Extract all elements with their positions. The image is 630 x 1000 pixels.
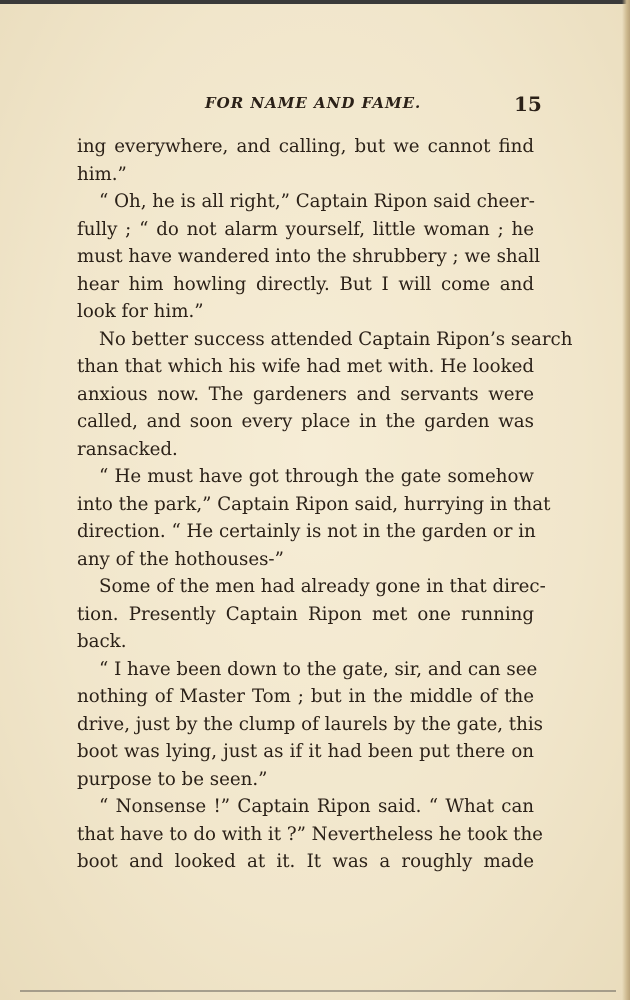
text-line: “ He must have got through the gate somehow xyxy=(99,466,534,487)
text-line: him.” xyxy=(77,163,127,185)
page-top-edge xyxy=(0,0,630,4)
bottom-rule xyxy=(20,990,616,992)
text-line: purpose to be seen.” xyxy=(77,768,268,790)
text-line: Some of the men had already gone in that direc- xyxy=(99,576,546,597)
text-line: boot and looked at it. It was a roughly made xyxy=(77,851,534,872)
page-right-edge xyxy=(622,0,630,1000)
text-line: No better success attended Captain Ripon’s search xyxy=(99,328,573,350)
text-line: ing everywhere, and calling, but we cannot find xyxy=(77,136,534,157)
text-line: into the park,” Captain Ripon said, hurrying in that xyxy=(77,493,551,515)
text-line: “ Oh, he is all right,” Captain Ripon said cheer- xyxy=(99,191,535,212)
text-line: hear him howling directly. But I will come and xyxy=(77,273,534,295)
text-line: must have wandered into the shrubbery ; we shall xyxy=(77,246,541,267)
text-line: ransacked. xyxy=(77,438,178,460)
text-line: called, and soon every place in the garden was xyxy=(77,411,534,432)
body-text xyxy=(77,133,573,876)
page-number: 15 xyxy=(514,92,542,116)
text-line: anxious now. The gardeners and servants were xyxy=(77,383,534,405)
text-line: fully ; “ do not alarm yourself, little woman ; he xyxy=(77,218,534,240)
text-line: look for him.” xyxy=(77,301,204,322)
page-header xyxy=(0,88,630,118)
text-line: tion. Presently Captain Ripon met one running xyxy=(77,603,534,625)
text-line: boot was lying, just as if it had been put there on xyxy=(77,741,534,762)
text-line: than that which his wife had met with. He looked xyxy=(77,356,534,377)
text-line: “ Nonsense !” Captain Ripon said. “ What can xyxy=(99,796,534,817)
running-title: FOR NAME AND FAME. xyxy=(205,94,422,112)
text-line: any of the hothouses-” xyxy=(77,548,284,570)
text-line: nothing of Master Tom ; but in the middle of the xyxy=(77,686,534,707)
text-line: that have to do with it ?” Nevertheless he took the xyxy=(77,823,543,845)
text-line: back. xyxy=(77,631,127,652)
text-line: “ I have been down to the gate, sir, and can see xyxy=(99,658,538,680)
text-line: direction. “ He certainly is not in the garden or in xyxy=(77,521,536,542)
text-line: drive, just by the clump of laurels by the gate, this xyxy=(77,713,543,735)
